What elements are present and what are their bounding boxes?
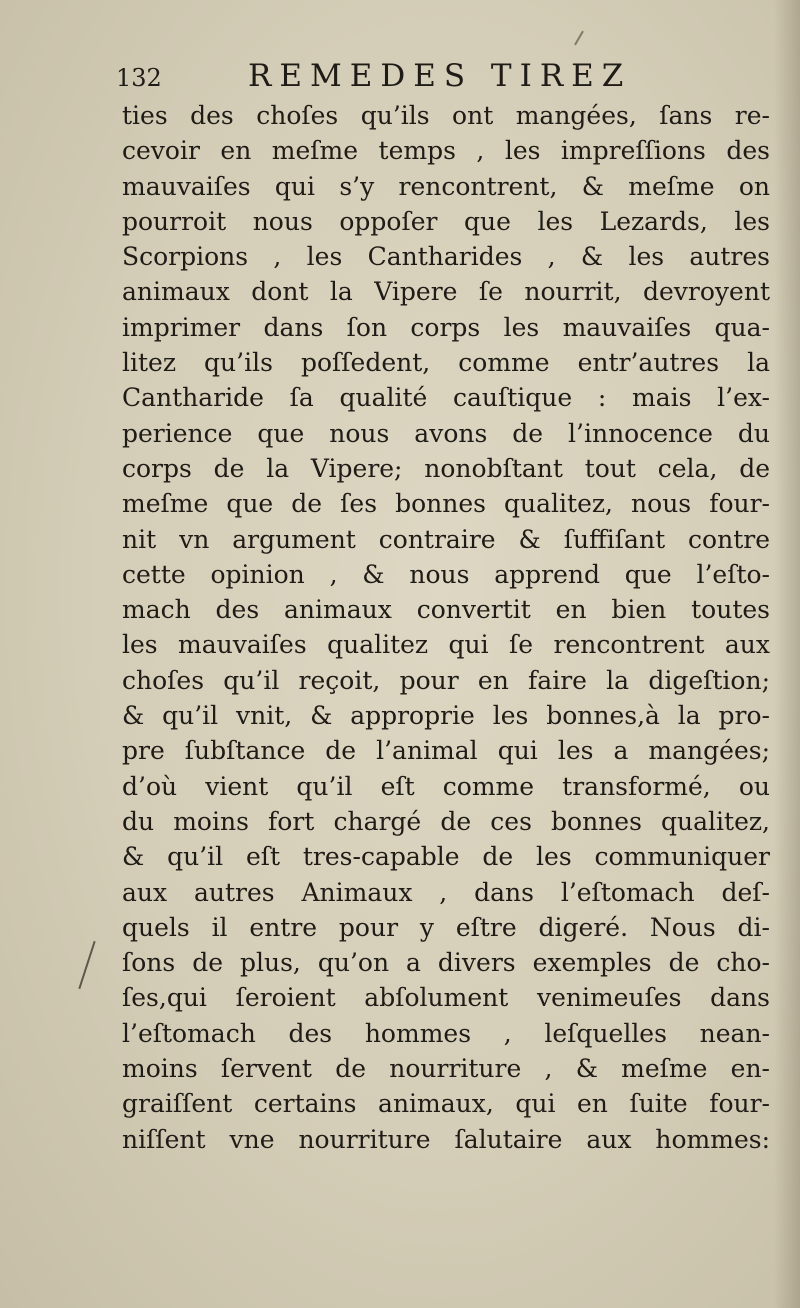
text-line: animaux dont la Vipere ſe nourrit, devroyent [122, 277, 770, 307]
text-line: d’où vient qu’il eſt comme transformé, ou [122, 771, 770, 801]
text-line: ties des choſes qu’ils ont mangées, ſans re- [122, 101, 770, 130]
page-header [116, 58, 776, 102]
text-line: du moins fort chargé de ces bonnes qualitez, [122, 806, 770, 836]
running-head: REMEDES TIREZ [248, 58, 632, 94]
text-line: l’eſtomach des hommes , leſquelles nean- [122, 1018, 770, 1048]
text-line: pre ſubſtance de l’animal qui les a mangées; [122, 736, 770, 766]
text-line: imprimer dans ſon corps les mauvaiſes qua- [122, 312, 770, 342]
text-line: moins ſervent de nourriture , & meſme en- [122, 1054, 770, 1084]
text-line: cette opinion , & nous apprend que l’eſto- [122, 559, 770, 589]
text-line: quels il entre pour y eſtre digeré. Nous di- [122, 912, 770, 942]
text-line: meſme que de ſes bonnes qualitez, nous four- [122, 489, 770, 519]
page-number: 132 [116, 64, 162, 92]
text-line: mauvaiſes qui s’y rencontrent, & meſme on [122, 171, 770, 201]
text-line: Cantharide ſa qualité cauſtique : mais l’ex- [122, 383, 770, 413]
text-line: ſons de plus, qu’on a divers exemples de cho- [122, 948, 770, 978]
text-line: choſes qu’il reçoit, pour en faire la digeſtion; [122, 665, 770, 695]
text-line: cevoir en meſme temps , les impreſſions des [122, 136, 770, 166]
text-line: aux autres Animaux , dans l’eſtomach deſ- [122, 877, 770, 907]
text-line: & qu’il eſt tres-capable de les communiquer [122, 842, 770, 872]
body-text [122, 98, 770, 1157]
text-line: nit vn argument contraire & ſuffiſant contre [122, 524, 770, 554]
text-line: les mauvaiſes qualitez qui ſe rencontrent aux [122, 630, 770, 660]
text-line: graiſſent certains animaux, qui en ſuite four- [122, 1089, 770, 1119]
margin-annotation-mark [78, 941, 95, 989]
text-line: niſſent vne nourriture ſalutaire aux hommes: [122, 1124, 770, 1154]
text-line: ſes,qui ſeroient abſolument venimeuſes dans [122, 983, 770, 1013]
text-line: & qu’il vnit, & approprie les bonnes,à la pro- [122, 701, 770, 731]
page-edge-shadow [774, 0, 800, 1308]
text-line: Scorpions , les Cantharides , & les autres [122, 242, 770, 272]
text-line: pourroit nous oppoſer que les Lezards, les [122, 206, 770, 236]
text-line: litez qu’ils poſſedent, comme entr’autres la [122, 348, 770, 378]
ink-mark [574, 31, 584, 46]
text-line: perience que nous avons de l’innocence du [122, 418, 770, 448]
text-line: corps de la Vipere; nonobſtant tout cela, de [122, 453, 770, 483]
text-line: mach des animaux convertit en bien toutes [122, 595, 770, 625]
